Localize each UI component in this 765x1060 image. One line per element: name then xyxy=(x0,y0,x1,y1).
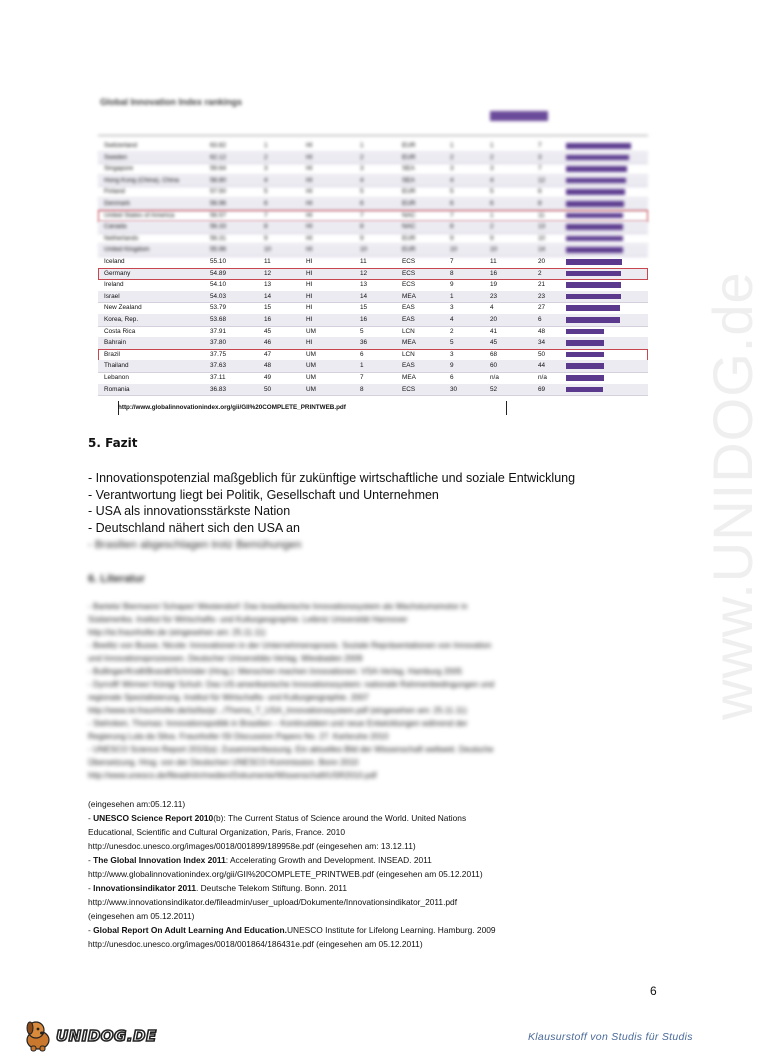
table-header xyxy=(98,127,648,136)
country-cell: Brazil xyxy=(104,350,120,358)
reference-bold: UNESCO Science Report 2010 xyxy=(93,813,214,823)
country-cell: Israel xyxy=(104,292,120,300)
table-cell: HI xyxy=(306,292,313,300)
reference-entry xyxy=(88,839,628,853)
table-cell: 45 xyxy=(490,339,498,347)
table-cell: 9 xyxy=(264,234,268,242)
table-cell: UM xyxy=(306,374,316,381)
reference-rest: (b): The Current Status of Science around the World. United Nations xyxy=(213,813,467,823)
reference-entry xyxy=(88,867,628,881)
table-cell: MEA xyxy=(402,374,416,381)
table-cell: 55.96 xyxy=(210,246,226,254)
country-cell: United States of America xyxy=(104,211,175,219)
section-heading-literatur: 6. Literatur xyxy=(88,573,145,585)
table-cell: 68 xyxy=(490,350,498,358)
table-cell: 54.10 xyxy=(210,281,226,289)
reference-line: - Dyrroff/ Wirmer/ König/ Schuh: Das US-amerikanische Innovationssystem: nationale Rahmenbedingungen und xyxy=(88,680,495,689)
table-cell: 59.64 xyxy=(210,165,226,173)
table-cell: 5 xyxy=(450,339,454,347)
table-cell: 10 xyxy=(538,234,546,242)
table-cell: 27 xyxy=(538,304,546,312)
score-bar xyxy=(566,201,624,207)
table-cell: 7 xyxy=(538,142,542,149)
table-cell: 56.96 xyxy=(210,200,226,207)
table-cell: 48 xyxy=(538,327,546,335)
table-cell: HI xyxy=(306,165,313,173)
table-cell: ECS xyxy=(402,269,416,277)
table-cell: HI xyxy=(306,223,313,231)
table-cell: LCN xyxy=(402,350,415,358)
table-cell: ECS xyxy=(402,281,416,289)
reference-prefix: - xyxy=(88,813,94,823)
table-cell: HI xyxy=(306,176,313,184)
section-heading-fazit: 5. Fazit xyxy=(88,436,138,450)
table-cell: 6 xyxy=(450,200,454,207)
source-divider xyxy=(506,401,507,415)
score-bar xyxy=(566,178,626,184)
table-cell: SEA xyxy=(402,176,415,184)
country-cell: New Zealand xyxy=(104,304,142,312)
reference-line: http://isi.fraunhofer.de (eingesehen am: 25.11.11) xyxy=(88,628,266,637)
table-cell: 14 xyxy=(538,246,546,254)
reference-rest: . Deutsche Telekom Stiftung. Bonn. 2011 xyxy=(195,883,347,893)
table-cell: 4 xyxy=(450,316,454,323)
country-cell: Finland xyxy=(104,188,125,196)
table-cell: 4 xyxy=(490,176,494,184)
table-cell: 56.57 xyxy=(210,211,226,219)
country-cell: Singapore xyxy=(104,165,134,173)
country-cell: Switzerland xyxy=(104,142,138,149)
table-cell: 9 xyxy=(490,234,494,242)
table-cell: EUR xyxy=(402,200,416,207)
reference-rest: http://unesdoc.unesco.org/images/0018/001864/186431e.pdf (eingesehen am 05.12.2011) xyxy=(88,939,423,949)
reference-rest: http://www.innovationsindikator.de/fileadmin/user_upload/Dokumente/Innovationsindikator_2011.pdf xyxy=(88,897,458,907)
table-cell: 6 xyxy=(360,350,364,358)
page-number: 6 xyxy=(650,984,657,998)
table-cell: 6 xyxy=(538,316,542,323)
score-bar xyxy=(566,155,629,161)
table-cell: 5 xyxy=(264,188,268,196)
table-cell: 1 xyxy=(450,142,454,149)
table-cell: 9 xyxy=(450,281,454,289)
row-highlight-box xyxy=(98,349,648,361)
table-cell: UM xyxy=(306,362,316,370)
table-cell: 37.11 xyxy=(210,374,226,381)
table-cell: EUR xyxy=(402,142,416,149)
table-cell: 7 xyxy=(450,258,454,265)
table-cell: 53.68 xyxy=(210,316,226,323)
table-cell: LCN xyxy=(402,327,415,335)
table-cell: 52 xyxy=(490,385,498,393)
table-cell: EUR xyxy=(402,234,416,242)
table-cell: 60 xyxy=(490,362,498,370)
dog-logo-icon xyxy=(22,1018,58,1052)
table-cell: HI xyxy=(306,258,313,265)
table-cell: 11 xyxy=(490,258,497,265)
reference-entry xyxy=(88,825,628,839)
table-cell: 23 xyxy=(538,292,546,300)
bullet-item: - USA als innovationsstärkste Nation xyxy=(88,504,291,518)
table-cell: 4 xyxy=(264,176,268,184)
table-cell: 12 xyxy=(264,269,272,277)
table-cell: HI xyxy=(306,304,313,312)
table-cell: 44 xyxy=(538,362,546,370)
table-cell: 15 xyxy=(360,304,368,312)
footer-tagline: Klausurstoff von Studis für Studis xyxy=(528,1031,693,1043)
reference-rest: : Accelerating Growth and Development. INSEAD. 2011 xyxy=(225,855,432,865)
table-cell: n/a xyxy=(538,374,547,381)
table-row xyxy=(98,384,648,397)
table-cell: 30 xyxy=(450,385,458,393)
table-cell: EAS xyxy=(402,304,415,312)
table-cell: 7 xyxy=(538,165,542,173)
table-cell: 10 xyxy=(450,246,458,254)
table-cell: 4 xyxy=(490,304,494,312)
table-cell: HI xyxy=(306,153,313,161)
table-cell: EUR xyxy=(402,188,416,196)
table-cell: EUR xyxy=(402,246,416,254)
table-cell: 3 xyxy=(538,153,542,161)
watermark: www.UNIDOG.de xyxy=(701,271,764,720)
table-cell: 12 xyxy=(538,176,546,184)
country-cell: Ireland xyxy=(104,281,124,289)
country-cell: Lebanon xyxy=(104,374,129,381)
score-bar xyxy=(566,387,603,393)
table-cell: MEA xyxy=(402,292,416,300)
country-cell: Bahrain xyxy=(104,339,127,347)
table-cell: HI xyxy=(306,246,313,254)
country-cell: Romania xyxy=(104,385,130,393)
bullet-item: - Deutschland nähert sich den USA an xyxy=(88,521,300,535)
table-cell: 16 xyxy=(490,269,498,277)
score-bar xyxy=(566,340,604,346)
table-cell: 3 xyxy=(264,165,268,173)
reference-prefix: - xyxy=(88,855,94,865)
table-cell: 3 xyxy=(360,165,364,173)
figure-title: Global Innovation Index rankings xyxy=(100,97,243,107)
table-cell: 37.80 xyxy=(210,339,226,347)
table-cell: 16 xyxy=(360,316,368,323)
score-bar xyxy=(566,375,604,381)
table-cell: 2 xyxy=(538,269,542,277)
table-cell: 5 xyxy=(450,188,454,196)
reference-prefix: - xyxy=(88,883,94,893)
reference-entry xyxy=(88,923,628,937)
reference-rest: UNESCO Institute for Lifelong Learning. Hamburg. 2009 xyxy=(286,925,496,935)
reference-list xyxy=(88,797,628,951)
table-cell: 36.83 xyxy=(210,385,226,393)
table-cell: 50 xyxy=(538,350,546,358)
table-cell: 36 xyxy=(360,339,368,347)
country-cell: Iceland xyxy=(104,258,125,265)
row-highlight-box xyxy=(98,210,648,222)
table-cell: 6 xyxy=(490,200,494,207)
table-cell: 1 xyxy=(490,211,494,219)
table-cell: EAS xyxy=(402,362,415,370)
table-cell: 4 xyxy=(450,176,454,184)
score-bar xyxy=(566,236,623,242)
table-cell: 6 xyxy=(450,374,454,381)
table-cell: UM xyxy=(306,385,316,393)
table-cell: 34 xyxy=(538,339,546,347)
table-cell: 4 xyxy=(360,176,364,184)
table-cell: 8 xyxy=(264,223,268,231)
country-cell: United Kingdom xyxy=(104,246,150,254)
table-cell: 45 xyxy=(264,327,272,335)
table-cell: EAS xyxy=(402,316,415,323)
table-cell: 69 xyxy=(538,385,546,393)
table-cell: HI xyxy=(306,142,313,149)
score-bar xyxy=(566,305,620,311)
table-cell: 11 xyxy=(538,211,545,219)
country-cell: Germany xyxy=(104,269,131,277)
table-cell: 37.91 xyxy=(210,327,226,335)
reference-line: - UNESCO Science Report 2010(a): Zusammenfassung. Ein aktuelles Bild der Wissenschaft weltweit. Deutsche xyxy=(88,745,494,754)
table-cell: 3 xyxy=(490,165,494,173)
reference-line: Übersetzung. Hrsg. von der Deutschen UNESCO-Kommission. Bonn 2010 xyxy=(88,758,359,767)
table-cell: 13 xyxy=(538,223,546,231)
country-cell: Denmark xyxy=(104,200,130,207)
table-cell: 7 xyxy=(360,211,364,219)
table-cell: 53.79 xyxy=(210,304,226,312)
table-cell: 20 xyxy=(490,316,498,323)
table-cell: ECS xyxy=(402,258,416,265)
reference-rest: http://www.globalinnovationindex.org/gii/GII%20COMPLETE_PRINTWEB.pdf (eingesehen am 05.12.2011) xyxy=(88,869,483,879)
table-cell: 6 xyxy=(538,188,542,196)
reference-entry xyxy=(88,895,628,909)
table-cell: 5 xyxy=(360,327,364,335)
table-cell: 11 xyxy=(360,258,367,265)
reference-bold: Global Report On Adult Learning And Education. xyxy=(93,925,287,935)
score-bar xyxy=(566,282,621,288)
reference-entry xyxy=(88,937,628,951)
score-bar xyxy=(566,294,621,300)
reference-line: http://www.unesco.de/fileadmin/medien/Dokumente/Wissenschaft/USR2010.pdf xyxy=(88,771,377,780)
reference-entry xyxy=(88,881,628,895)
reference-entry xyxy=(88,909,628,923)
table-cell: 8 xyxy=(450,269,454,277)
table-cell: 6 xyxy=(360,200,364,207)
reference-line: - Bartels/ Biermann/ Schaper/ Westendorf: Das brasilianische Innovationssystem als Wachstumsmotor in xyxy=(88,602,468,611)
country-cell: Thailand xyxy=(104,362,129,370)
table-cell: 41 xyxy=(490,327,498,335)
table-cell: 6 xyxy=(264,200,268,207)
table-cell: 50 xyxy=(264,385,272,393)
ranking-figure xyxy=(98,95,648,411)
table-cell: HI xyxy=(306,339,313,347)
table-cell: 46 xyxy=(264,339,272,347)
table-cell: 48 xyxy=(264,362,272,370)
reference-rest: http://unesdoc.unesco.org/images/0018/001899/189958e.pdf (eingesehen am: 13.12.11) xyxy=(88,841,416,851)
table-source-link[interactable]: http://www.globalinnovationindex.org/gii/GII%20COMPLETE_PRINTWEB.pdf xyxy=(118,404,346,411)
table-cell: UM xyxy=(306,350,316,358)
table-cell: 8 xyxy=(450,223,454,231)
score-bar xyxy=(566,189,625,195)
table-cell: 15 xyxy=(264,304,272,312)
table-cell: 3 xyxy=(450,304,454,312)
bullet-item-blurred: - Brasilien abgeschlagen trotz Bemühungen xyxy=(88,539,302,551)
table-cell: 8 xyxy=(360,223,364,231)
table-cell: 8 xyxy=(538,200,542,207)
table-cell: 2 xyxy=(360,153,364,161)
table-cell: 1 xyxy=(360,142,364,149)
score-bar xyxy=(566,329,604,335)
table-cell: 9 xyxy=(450,234,454,242)
score-bar xyxy=(566,166,627,172)
table-cell: 5 xyxy=(490,188,494,196)
table-cell: HI xyxy=(306,188,313,196)
table-cell: ECS xyxy=(402,385,416,393)
bullet-item: - Innovationspotenzial maßgeblich für zukünftige wirtschaftliche und soziale Entwicklung xyxy=(88,471,576,485)
logo-text: UNIDOG.DE xyxy=(56,1027,157,1045)
score-bar xyxy=(566,247,623,253)
table-cell: HI xyxy=(306,316,313,323)
table-cell: 1 xyxy=(450,292,454,300)
table-cell: EUR xyxy=(402,153,416,161)
table-cell: NAC xyxy=(402,211,416,219)
reference-line: - Beelitz von Busse, Nicole: Innovationen in der Unternehmenspraxis. Soziale Repräsentationen von Innovation xyxy=(88,641,492,650)
table-cell: 54.03 xyxy=(210,292,226,300)
table-cell: 8 xyxy=(360,385,364,393)
table-cell: 55.10 xyxy=(210,258,226,265)
column-group-label xyxy=(490,111,548,121)
reference-line: und Innovationsprozessen. Deutscher Universitäts-Verlag. Wiesbaden 2009 xyxy=(88,654,363,663)
bullet-item: - Verantwortung liegt bei Politik, Gesellschaft und Unternehmen xyxy=(88,488,439,502)
table-cell: 49 xyxy=(264,374,272,381)
table-cell: 19 xyxy=(490,281,498,289)
table-cell: 12 xyxy=(360,269,368,277)
reference-line: http://www.isi.fraunhofer.de/isi/bs/p/.../Thema_T_USA_Innovationssystem.pdf (eingesehen am: 25.11.11) xyxy=(88,706,467,715)
score-bar xyxy=(566,259,622,265)
table-cell: NAC xyxy=(402,223,416,231)
table-cell: 2 xyxy=(490,153,494,161)
table-cell: 5 xyxy=(360,188,364,196)
country-cell: Hong Kong (China), China xyxy=(104,176,179,184)
score-bar xyxy=(566,363,604,369)
table-cell: 62.12 xyxy=(210,153,226,161)
reference-rest: Educational, Scientific and Cultural Organization, Paris, France. 2010 xyxy=(88,827,345,837)
table-cell: 1 xyxy=(264,142,268,149)
reference-entry xyxy=(88,797,628,811)
table-cell: 20 xyxy=(538,258,546,265)
reference-line: Regierung Lula da Silva. Fraunhofer ISI Discussion Papers No. 27. Karlsruhe 2010 xyxy=(88,732,389,741)
country-cell: Netherlands xyxy=(104,234,139,242)
table-cell: HI xyxy=(306,269,313,277)
table-cell: HI xyxy=(306,234,313,242)
table-cell: 56.31 xyxy=(210,234,226,242)
table-cell: 54.89 xyxy=(210,269,226,277)
table-cell: 7 xyxy=(360,374,364,381)
table-cell: 2 xyxy=(490,223,494,231)
table-cell: MEA xyxy=(402,339,416,347)
table-cell: 2 xyxy=(450,327,454,335)
table-cell: 1 xyxy=(490,142,494,149)
table-cell: 3 xyxy=(450,350,454,358)
reference-bold: Innovationsindikator 2011 xyxy=(93,883,196,893)
table-cell: 1 xyxy=(360,362,364,370)
table-cell: HI xyxy=(306,281,313,289)
table-cell: 2 xyxy=(264,153,268,161)
table-cell: 13 xyxy=(264,281,272,289)
reference-line: regionale Spezialisierung. Institut für Wirtschafts- und Kulturgeographie. 2007 xyxy=(88,693,369,702)
table-cell: 14 xyxy=(264,292,272,300)
score-bar xyxy=(566,143,631,149)
table-cell: 7 xyxy=(264,211,268,219)
table-cell: 9 xyxy=(450,362,454,370)
score-bar xyxy=(566,224,623,230)
table-cell: 3 xyxy=(450,165,454,173)
table-cell: 23 xyxy=(490,292,498,300)
table-cell: UM xyxy=(306,327,316,335)
table-cell: n/a xyxy=(490,374,499,381)
table-cell: 10 xyxy=(264,246,272,254)
country-cell: Korea, Rep. xyxy=(104,316,139,323)
table-cell: 13 xyxy=(360,281,368,289)
country-cell: Sweden xyxy=(104,153,128,161)
table-cell: 21 xyxy=(538,281,546,289)
table-cell: 9 xyxy=(360,234,364,242)
table-cell: 58.80 xyxy=(210,176,226,184)
country-cell: Canada xyxy=(104,223,127,231)
table-cell: 47 xyxy=(264,350,272,358)
score-bar xyxy=(566,317,620,323)
country-cell: Costa Rica xyxy=(104,327,136,335)
table-cell: 16 xyxy=(264,316,272,323)
reference-rest: (eingesehen am 05.12.2011) xyxy=(88,911,195,921)
reference-line: - Stehnken, Thomas: Innovationspolitik in Brasilien – Kontinuitäten und neue Entwicklungen während der xyxy=(88,719,468,728)
table-cell: 10 xyxy=(490,246,498,254)
table-cell: HI xyxy=(306,211,313,219)
table-cell: HI xyxy=(306,200,313,207)
table-cell: 11 xyxy=(264,258,271,265)
table-cell: 14 xyxy=(360,292,368,300)
row-highlight-box xyxy=(98,268,648,280)
reference-bold: The Global Innovation Index 2011 xyxy=(93,855,226,865)
table-cell: 37.63 xyxy=(210,362,226,370)
table-cell: 7 xyxy=(450,211,454,219)
reference-prefix: - xyxy=(88,925,94,935)
reference-line: - Bullinger/Kraft/Brandt/Schröder (Hrsg.): Menschen machen Innovationen. VSA-Verlag. Hamburg 2005 xyxy=(88,667,463,676)
reference-entry xyxy=(88,811,628,825)
table-cell: 10 xyxy=(360,246,368,254)
reference-entry xyxy=(88,853,628,867)
table-cell: SEA xyxy=(402,165,415,173)
table-cell: 56.33 xyxy=(210,223,226,231)
reference-line: Südamerika. Institut für Wirtschafts- und Kulturgeographie. Leibniz Universität Hannover xyxy=(88,615,408,624)
blurred-references xyxy=(88,600,608,782)
table-cell: 63.82 xyxy=(210,142,226,149)
table-cell: 57.50 xyxy=(210,188,226,196)
table-cell: 37.75 xyxy=(210,350,226,358)
reference-rest: (eingesehen am:05.12.11) xyxy=(88,799,186,809)
table-cell: 2 xyxy=(450,153,454,161)
